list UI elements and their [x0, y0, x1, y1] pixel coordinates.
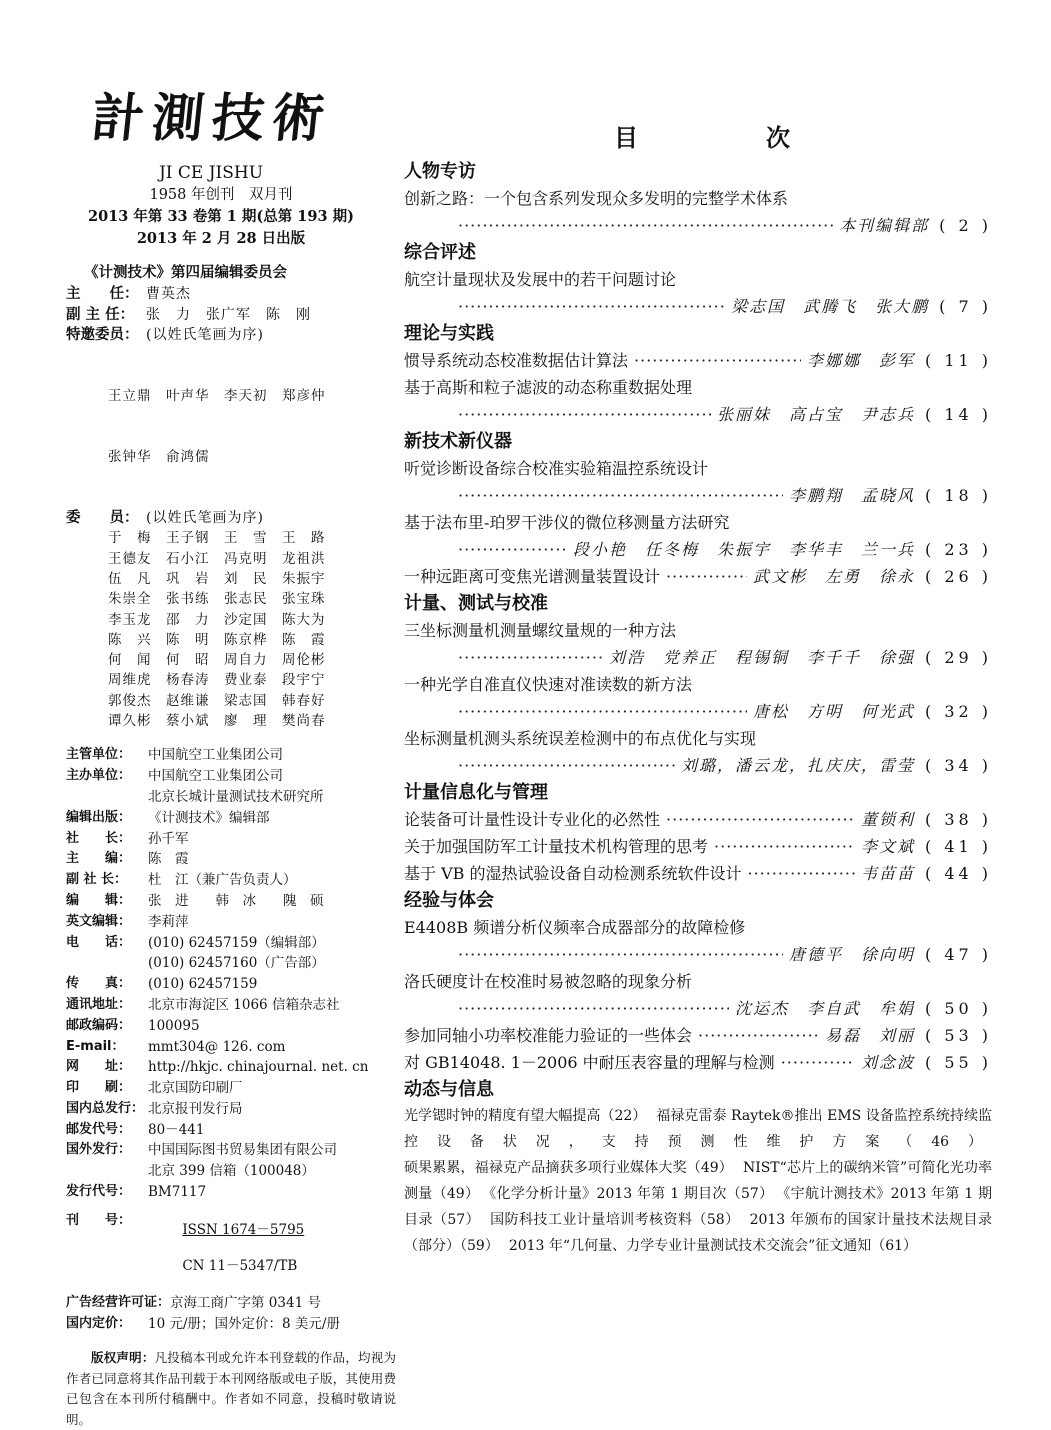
name-line: 陈 兴 陈 明 陈京桦 陈 霞 [108, 631, 326, 648]
toc-entry [404, 185, 992, 239]
deputy-label: 副 主 任： [66, 306, 135, 323]
info-value: 中国航空工业集团公司 [148, 768, 283, 785]
dot-leader [458, 698, 747, 725]
info-value: 80－441 [148, 1121, 205, 1138]
entry-authors: 李鹏翔 孟晓风 [788, 486, 915, 505]
info-row [66, 870, 396, 891]
info-row [66, 891, 396, 912]
section-head: 计量、测试与校准 [404, 593, 548, 614]
dot-leader [666, 563, 747, 590]
entry-authors: 刘璐，潘云龙，扎庆庆，雷莹 [680, 756, 915, 775]
invited-note: (以姓氏笔画为序) [146, 327, 264, 343]
ad-license-label: 广告经营许可证： [66, 1294, 171, 1310]
dot-leader [666, 806, 855, 833]
publish-date: 2013 年 2 月 28 日出版 [136, 230, 306, 247]
table-of-contents [404, 118, 992, 1259]
entry-page: ( 44 ) [924, 864, 992, 883]
entry-authors: 本刊编辑部 [839, 216, 930, 235]
info-row [66, 808, 396, 829]
section-head: 计量信息化与管理 [404, 782, 548, 803]
dot-leader [458, 401, 711, 428]
entry-leader-line [404, 563, 992, 590]
info-row [66, 766, 396, 787]
info-row [66, 974, 396, 995]
deputy-row [66, 305, 396, 326]
publisher-info [66, 745, 396, 1203]
name-line: 伍 凡 巩 岩 刘 民 朱振宇 [108, 570, 326, 587]
invited-names [108, 346, 396, 508]
entry-leader-line [404, 644, 992, 671]
dot-leader [458, 995, 729, 1022]
toc-entry [404, 968, 992, 1022]
price-label: 国内定价： [66, 1315, 132, 1331]
entry-leader-line [404, 1049, 992, 1076]
entry-leader-line [404, 860, 992, 887]
name-line: 王德友 石小江 冯克明 龙祖洪 [108, 550, 326, 567]
entry-page: ( 53 ) [924, 1026, 992, 1045]
journal-logo: 計測技術 [88, 88, 336, 149]
info-row [66, 933, 396, 954]
entry-authors: 刘浩 党养正 程锡铜 李千千 徐强 [608, 648, 915, 667]
dot-leader [458, 293, 725, 320]
entry-leader-line [404, 401, 992, 428]
info-value: http://hkjc. chinajournal. net. cn [148, 1059, 369, 1076]
entry-leader-line [404, 293, 992, 320]
info-label: 发行代号： [66, 1184, 132, 1200]
info-value: (010) 62457159 [148, 976, 258, 993]
entry-authors: 易磊 刘丽 [824, 1026, 915, 1045]
news-item: 《化学分析计量》2013 年第 1 期目次（57） [489, 1186, 774, 1202]
entry-title: 三坐标测量机测量螺纹量规的一种方法 [404, 621, 677, 640]
entry-title: 惯导系统动态校准数据估计算法 [404, 351, 629, 370]
issn-number: ISSN 1674－5795 [182, 1221, 305, 1238]
entry-page: ( 7 ) [939, 297, 992, 316]
entry-title: 洛氏硬度计在校准时易被忽略的现象分析 [404, 972, 693, 991]
info-row [66, 1161, 396, 1182]
issn-row [66, 1203, 396, 1293]
info-row [66, 787, 396, 808]
entry-leader-line [404, 347, 992, 374]
deputy-names: 张 力 张广军 陈 刚 [146, 306, 311, 323]
dot-leader [781, 1049, 855, 1076]
info-label: 邮发代号： [66, 1121, 132, 1137]
name-line: 王立鼎 叶声华 李天初 郑彦仲 [108, 388, 326, 405]
info-value: 北京市海淀区 1066 信箱杂志社 [148, 996, 340, 1013]
info-row [66, 912, 396, 933]
info-value: 北京长城计量测试技术研究所 [148, 788, 324, 805]
toc-entry [404, 509, 992, 563]
section-head: 人物专访 [404, 161, 476, 182]
info-value: (010) 62457159（编辑部） [148, 934, 325, 951]
copyright-label: 版权声明： [91, 1350, 155, 1366]
info-label [66, 1161, 148, 1182]
name-line: 李玉龙 邵 力 沙定国 陈大为 [108, 611, 326, 628]
info-value: 杜 江（兼广告负责人） [148, 872, 297, 889]
info-value: 北京报刊发行局 [148, 1100, 243, 1117]
info-label: 副 社 长： [66, 872, 128, 888]
info-value: BM7117 [148, 1184, 207, 1201]
director-name: 曹英杰 [146, 286, 191, 302]
toc-entry [404, 860, 992, 887]
toc-entry [404, 266, 992, 320]
toc-entry [404, 806, 992, 833]
info-label: 编 辑： [66, 892, 132, 908]
dot-leader [748, 860, 855, 887]
copyright-notice [66, 1348, 396, 1430]
toc-entry [404, 833, 992, 860]
invited-row [66, 325, 396, 346]
entry-page: ( 14 ) [924, 405, 992, 424]
toc-entry [404, 347, 992, 374]
info-value: 孙千军 [148, 830, 189, 847]
issn-label: 刊 号： [66, 1212, 132, 1228]
members-row [66, 508, 396, 529]
masthead-column [66, 86, 396, 1430]
info-label: 主 编： [66, 851, 132, 867]
entry-title: 坐标测量机测头系统误差检测中的布点优化与实现 [404, 729, 757, 748]
info-label: 电 话： [66, 934, 132, 950]
cn-number: CN 11－5347/TB [182, 1257, 298, 1274]
entry-page: ( 50 ) [924, 999, 992, 1018]
entry-authors: 李文斌 [860, 837, 915, 856]
entry-leader-line [404, 995, 992, 1022]
entry-leader-line [404, 833, 992, 860]
entry-page: ( 32 ) [924, 702, 992, 721]
entry-page: ( 47 ) [924, 945, 992, 964]
dot-leader [458, 536, 567, 563]
info-label: 通讯地址： [66, 996, 132, 1012]
news-section-head: 动态与信息 [404, 1079, 494, 1100]
entry-title: 参加同轴小功率校准能力验证的一些体会 [404, 1026, 693, 1045]
section-head: 经验与体会 [404, 890, 494, 911]
entry-title: 基于 VB 的湿热试验设备自动检测系统软件设计 [404, 864, 742, 883]
info-label: 印 刷： [66, 1080, 132, 1096]
news-item: 福禄克雷泰 Raytek®推出 EMS 设备监控系统持续监控设备状况，支持预测性维护方案（46） [404, 1108, 992, 1150]
issue-line: 2013 年第 33 卷第 1 期(总第 193 期) [88, 208, 354, 225]
toc-title: 目 次 [614, 124, 842, 152]
info-row [66, 1182, 396, 1203]
entry-authors: 梁志国 武腾飞 张大鹏 [731, 297, 930, 316]
info-label: 编辑出版： [66, 809, 132, 825]
invited-label: 特邀委员： [66, 327, 139, 343]
news-item: 《宇航计测技术》2013 年第 1 期目录（57） [404, 1186, 992, 1228]
info-label: E-mail： [66, 1038, 125, 1054]
entry-title: 航空计量现状及发展中的若干问题讨论 [404, 270, 677, 289]
dot-leader [698, 1022, 819, 1049]
info-label: 国外发行： [66, 1142, 132, 1158]
entry-page: ( 23 ) [924, 540, 992, 559]
director-label: 主 任： [66, 286, 139, 302]
entry-title: 对 GB14048. 1－2006 中耐压表容量的理解与检测 [404, 1053, 775, 1072]
ad-license-row [66, 1293, 396, 1314]
name-line: 周维虎 杨春涛 费业泰 段宇宁 [108, 672, 326, 689]
director-row [66, 284, 396, 305]
entry-title: 一种光学自准直仪快速对准读数的新方法 [404, 675, 693, 694]
dot-leader [458, 482, 783, 509]
entry-title: 基于高斯和粒子滤波的动态称重数据处理 [404, 378, 693, 397]
entry-title: 基于法布里-珀罗干涉仪的微位移测量方法研究 [404, 513, 730, 532]
info-label: 国内总发行： [66, 1100, 145, 1116]
info-value: 李莉萍 [148, 913, 189, 930]
toc-entry [404, 1049, 992, 1076]
news-item: 2013 年颁布的国家计量技术法规目录（部分）（59） [404, 1212, 992, 1254]
section-head: 综合评述 [404, 242, 476, 263]
dot-leader [714, 833, 855, 860]
entry-page: ( 18 ) [924, 486, 992, 505]
info-row [66, 745, 396, 766]
entry-leader-line [404, 536, 992, 563]
info-row [66, 1099, 396, 1120]
info-row [66, 995, 396, 1016]
info-label: 英文编辑： [66, 913, 132, 929]
info-value: (010) 62457160（广告部） [148, 955, 325, 972]
info-value: 《计测技术》编辑部 [148, 809, 270, 826]
info-row [66, 1016, 396, 1037]
info-label: 社 长： [66, 830, 132, 846]
info-label: 邮政编码： [66, 1017, 132, 1033]
info-label: 网 址： [66, 1059, 132, 1075]
toc-entry [404, 914, 992, 968]
news-item: 国防科技工业计量培训考核资料（58） [490, 1212, 740, 1228]
info-row [66, 1140, 396, 1161]
entry-title: 关于加强国防军工计量技术机构管理的思考 [404, 837, 709, 856]
entry-title: E4408B 频谱分析仪频率合成器部分的故障检修 [404, 918, 746, 937]
entry-authors: 唐松 方明 何光武 [752, 702, 915, 721]
name-line: 何 闻 何 昭 周自力 周伦彬 [108, 652, 326, 669]
entry-leader-line [404, 482, 992, 509]
news-item: 2013 年“几何量、力学专业计量测试技术交流会”征文通知（61） [508, 1238, 918, 1254]
info-value: 北京国防印刷厂 [148, 1080, 243, 1097]
entry-leader-line [404, 212, 992, 239]
dot-leader [458, 752, 675, 779]
toc-entry [404, 725, 992, 779]
entry-leader-line [404, 806, 992, 833]
info-value: mmt304@ 126. com [148, 1038, 286, 1055]
entry-authors: 张丽妹 高占宝 尹志兵 [716, 405, 915, 424]
entry-title: 创新之路：一个包含系列发现众多发明的完整学术体系 [404, 189, 789, 208]
entry-page: ( 55 ) [924, 1053, 992, 1072]
toc-entry [404, 671, 992, 725]
entry-leader-line [404, 941, 992, 968]
entry-page: ( 11 ) [924, 351, 992, 370]
info-value: 北京 399 信箱（100048） [148, 1163, 315, 1180]
toc-entry [404, 617, 992, 671]
info-label: 主管单位： [66, 747, 132, 763]
copyright-text: 凡投稿本刊或允许本刊登载的作品，均视为作者已同意将其作品刊载于本刊网络版或电子版，其使用费已包含在本刊所付稿酬中。作者如不同意，投稿时敬请说明。 [66, 1350, 396, 1427]
dot-leader [458, 212, 833, 239]
name-line: 于 梅 王子钢 王 雪 王 路 [108, 530, 326, 547]
entry-leader-line [404, 752, 992, 779]
entry-page: ( 26 ) [924, 567, 992, 586]
members-note: (以姓氏笔画为序) [146, 509, 264, 526]
members-label: 委 员： [66, 509, 139, 526]
info-row [66, 1057, 396, 1078]
info-value: 中国航空工业集团公司 [148, 747, 283, 764]
info-row [66, 1037, 396, 1058]
committee-title: 《计测技术》第四届编辑委员会 [84, 264, 287, 281]
news-list [404, 1103, 992, 1259]
name-line: 张钟华 俞鸿儒 [108, 448, 210, 465]
info-label: 传 真： [66, 976, 132, 992]
dot-leader [458, 644, 603, 671]
entry-authors: 武文彬 左勇 徐永 [752, 567, 915, 586]
info-label: 主办单位： [66, 768, 132, 784]
entry-page: ( 38 ) [924, 810, 992, 829]
members-names [108, 528, 396, 731]
name-line: 朱崇全 张书练 张志民 张宝珠 [108, 591, 326, 608]
ad-license-value: 京海工商广字第 0341 号 [170, 1294, 321, 1311]
info-row [66, 829, 396, 850]
info-value: 陈 霞 [148, 851, 189, 868]
price-row [66, 1314, 396, 1335]
entry-title: 一种远距离可变焦光谱测量装置设计 [404, 567, 661, 586]
info-row [66, 849, 396, 870]
info-value: 100095 [148, 1017, 200, 1034]
entry-title: 听觉诊断设备综合校准实验箱温控系统设计 [404, 459, 709, 478]
entry-authors: 沈运杰 李自武 牟娟 [734, 999, 915, 1018]
news-item: 光学锶时钟的精度有望大幅提高（22） [404, 1108, 647, 1124]
entry-authors: 董锁利 [860, 810, 915, 829]
entry-authors: 唐德平 徐向明 [788, 945, 915, 964]
entry-page: ( 2 ) [939, 216, 992, 235]
info-value: 中国国际图书贸易集团有限公司 [148, 1142, 337, 1159]
entry-leader-line [404, 1022, 992, 1049]
toc-entry [404, 563, 992, 590]
entry-authors: 李娜娜 彭军 [806, 351, 915, 370]
dot-leader [634, 347, 801, 374]
toc-body [404, 158, 992, 1076]
info-row [66, 1078, 396, 1099]
info-label [66, 953, 148, 974]
issn-values [148, 1203, 304, 1293]
entry-authors: 韦苗苗 [860, 864, 915, 883]
entry-title: 论装备可计量性设计专业化的必然性 [404, 810, 661, 829]
entry-authors: 刘念波 [860, 1053, 915, 1072]
name-line: 谭久彬 蔡小斌 廖 理 樊尚春 [108, 713, 326, 730]
entry-page: ( 41 ) [924, 837, 992, 856]
dot-leader [458, 941, 783, 968]
name-line: 郭俊杰 赵维谦 梁志国 韩春好 [108, 692, 326, 709]
section-head: 理论与实践 [404, 323, 494, 344]
info-row [66, 1120, 396, 1141]
toc-entry [404, 374, 992, 428]
entry-leader-line [404, 698, 992, 725]
entry-page: ( 29 ) [924, 648, 992, 667]
section-head: 新技术新仪器 [404, 431, 512, 452]
founded-line: 1958 年创刊 双月刊 [149, 187, 293, 203]
entry-authors: 段小艳 任冬梅 朱振宇 李华丰 兰一兵 [572, 540, 915, 559]
news-item: 硕果累累，福禄克产品摘获多项行业媒体大奖（49） [404, 1160, 733, 1176]
journal-pinyin: JI CE JISHU [158, 163, 264, 183]
toc-entry [404, 455, 992, 509]
price-value: 10 元/册；国外定价：8 美元/册 [148, 1315, 340, 1332]
toc-entry [404, 1022, 992, 1049]
info-value: 张 进 韩 冰 隗 硕 [148, 892, 324, 909]
entry-page: ( 34 ) [924, 756, 992, 775]
info-row [66, 953, 396, 974]
info-label [66, 787, 148, 808]
news-item: NIST“芯片上的碳纳米管”可简化光功率测量（49） [404, 1160, 992, 1202]
